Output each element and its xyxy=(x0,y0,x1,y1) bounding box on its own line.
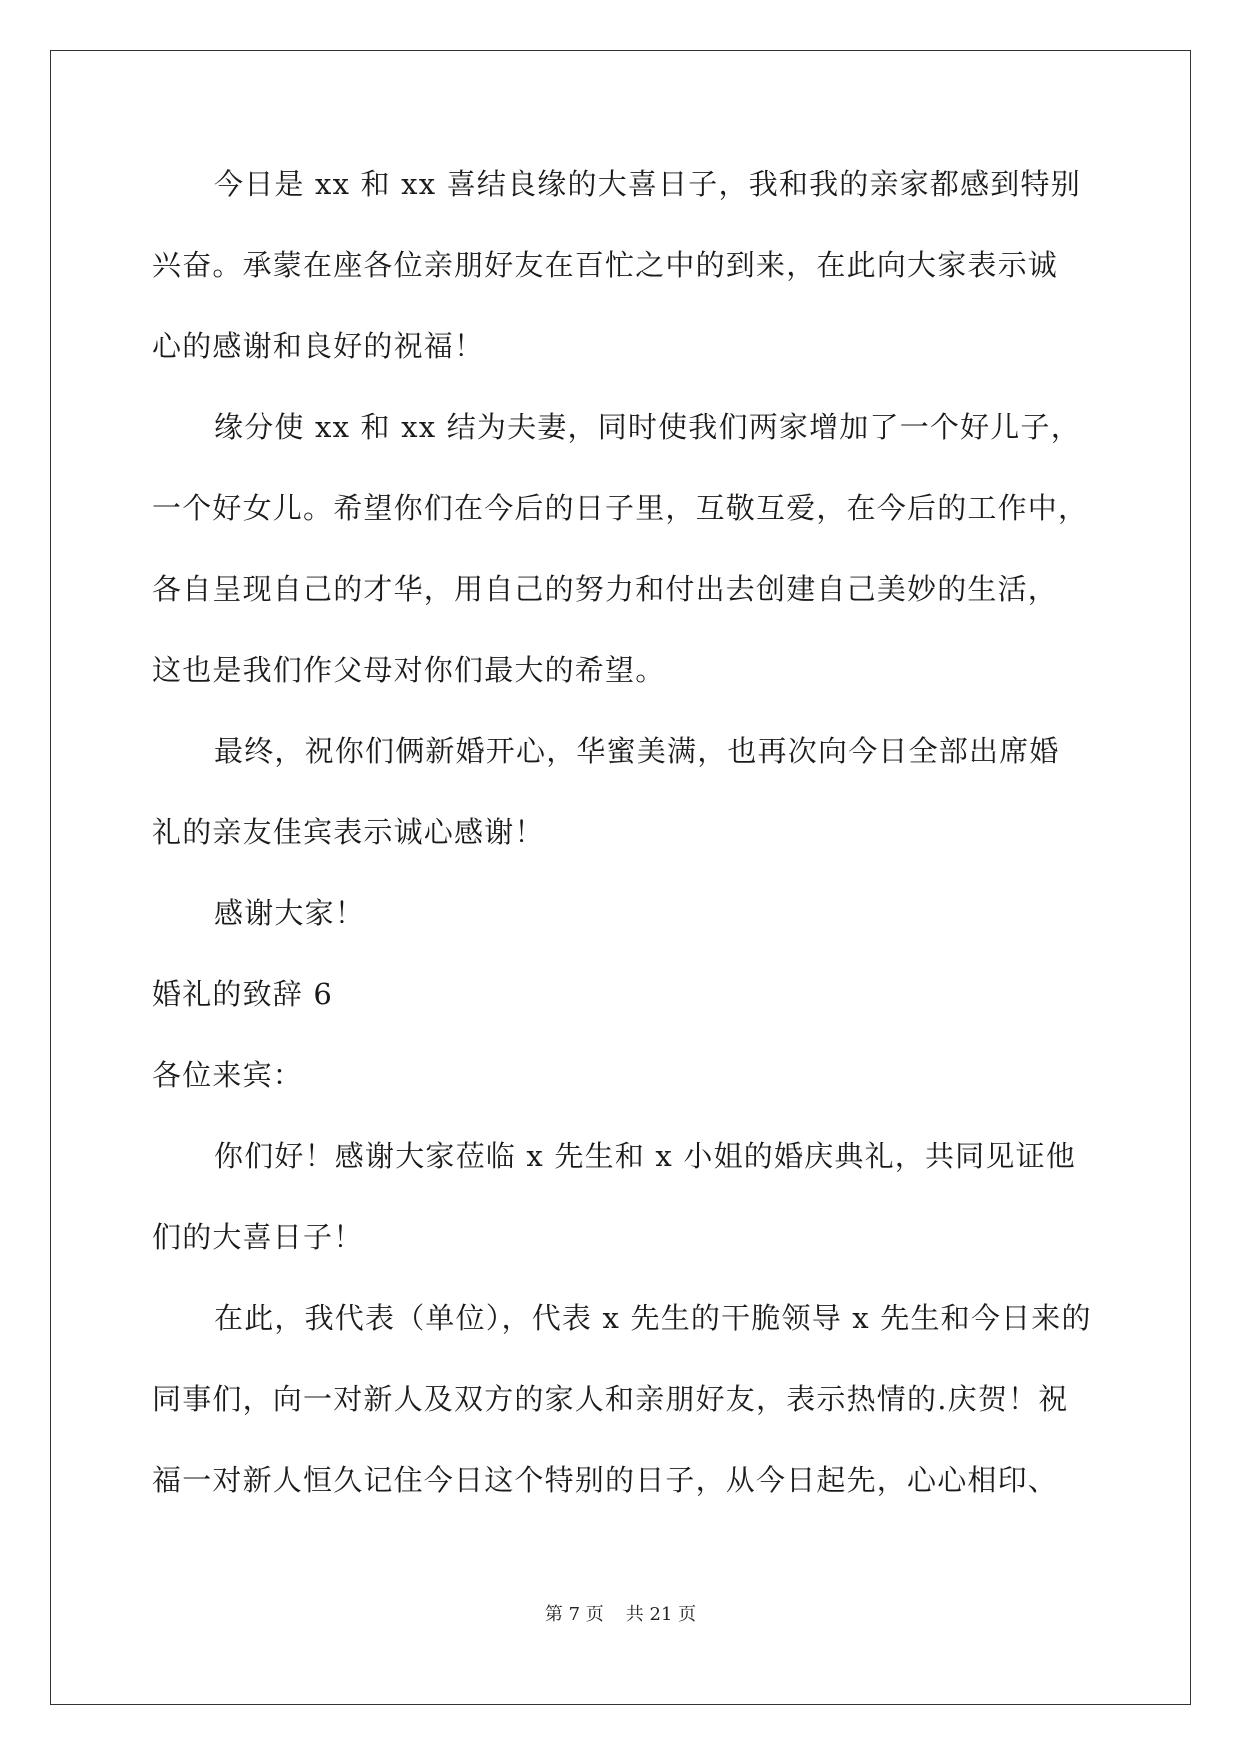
paragraph-line: 心的感谢和良好的祝福！ xyxy=(152,329,485,363)
paragraph-line: 你们好！感谢大家莅临 x 先生和 x 小姐的婚庆典礼，共同见证他 xyxy=(214,1139,1076,1173)
page-number-total: 共 21 页 xyxy=(625,1604,697,1625)
paragraph-line: 各自呈现自己的才华，用自己的努力和付出去创建自己美妙的生活， xyxy=(152,572,1059,606)
paragraph-line: 礼的亲友佳宾表示诚心感谢！ xyxy=(152,815,545,849)
paragraph-line: 这也是我们作父母对你们最大的希望。 xyxy=(152,653,666,687)
paragraph-line: 兴奋。承蒙在座各位亲朋好友在百忙之中的到来，在此向大家表示诚 xyxy=(152,248,1059,282)
paragraph-line: 缘分使 xx 和 xx 结为夫妻，同时使我们两家增加了一个好儿子， xyxy=(214,410,1081,444)
paragraph-line: 们的大喜日子！ xyxy=(152,1220,364,1254)
paragraph-line: 今日是 xx 和 xx 喜结良缘的大喜日子，我和我的亲家都感到特别 xyxy=(214,167,1081,201)
page-number-current: 第 7 页 xyxy=(544,1604,604,1625)
document-body xyxy=(152,160,1102,1537)
paragraph-line: 同事们，向一对新人及双方的家人和亲朋好友，表示热情的.庆贺！祝 xyxy=(152,1382,1069,1416)
paragraph-line: 感谢大家！ xyxy=(214,896,366,930)
paragraph-line: 最终，祝你们俩新婚开心，华蜜美满，也再次向今日全部出席婚 xyxy=(214,734,1060,768)
page-footer xyxy=(0,1600,1241,1626)
section-heading: 婚礼的致辞 6 xyxy=(152,977,334,1011)
paragraph-line: 一个好女儿。希望你们在今后的日子里，互敬互爱，在今后的工作中， xyxy=(152,491,1089,525)
salutation: 各位来宾： xyxy=(152,1058,304,1092)
paragraph-line: 在此，我代表（单位），代表 x 先生的干脆领导 x 先生和今日来的 xyxy=(214,1301,1092,1335)
paragraph-line: 福一对新人恒久记住今日这个特别的日子，从今日起先，心心相印、 xyxy=(152,1463,1059,1497)
